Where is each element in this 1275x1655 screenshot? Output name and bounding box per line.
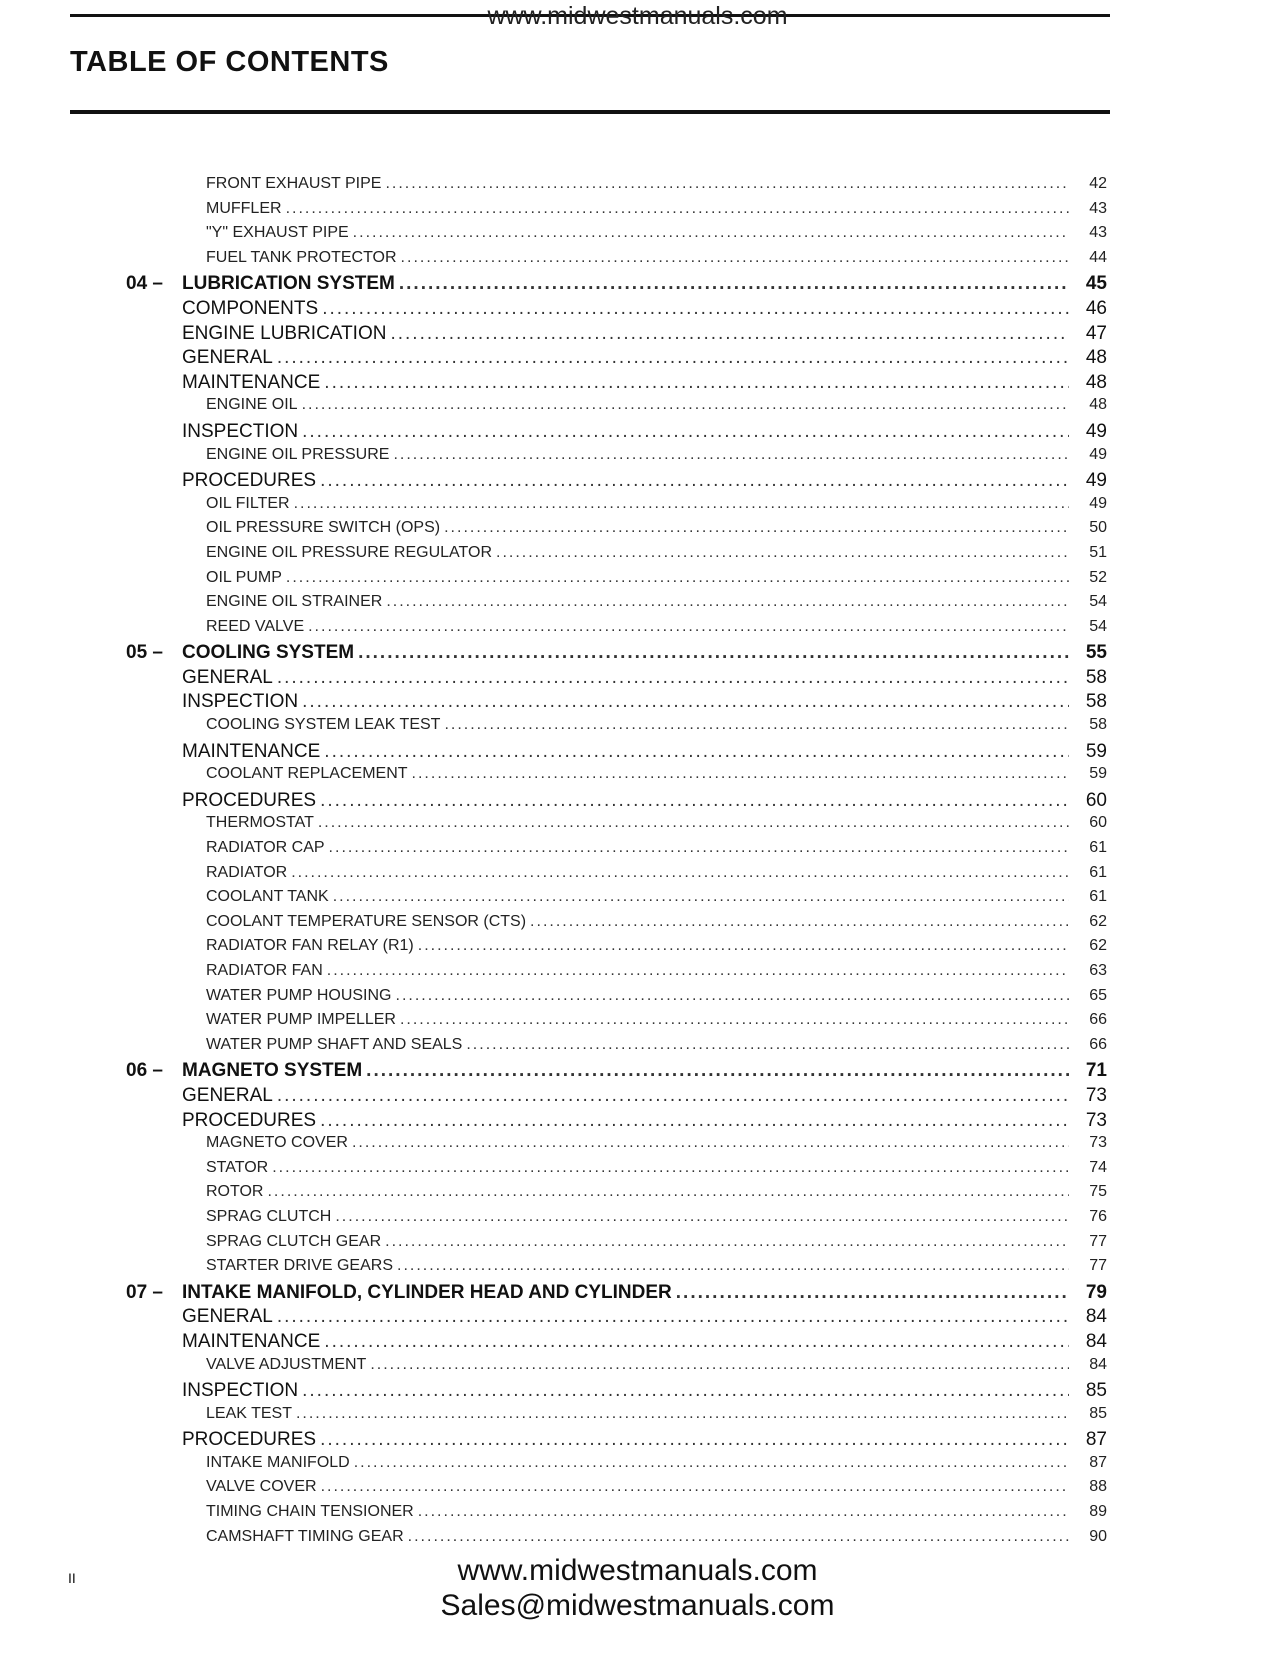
toc-entry-page: 65	[1089, 986, 1107, 1004]
toc-entry-label: MAINTENANCE	[182, 371, 321, 393]
header-watermark-url: www.midwestmanuals.com	[487, 2, 788, 30]
dot-leader	[412, 765, 1069, 783]
dot-leader	[324, 741, 1069, 763]
dot-leader	[272, 1159, 1069, 1177]
toc-entry-label: GENERAL	[182, 1306, 273, 1328]
toc-entry-section[interactable]	[0, 323, 1275, 348]
toc-entry-sub[interactable]	[0, 1503, 1275, 1528]
dot-leader	[320, 470, 1069, 492]
toc-entry-label: GENERAL	[182, 666, 273, 688]
toc-entry-page: 71	[1085, 1060, 1107, 1082]
dot-leader	[302, 421, 1069, 443]
dot-leader	[302, 396, 1069, 414]
toc-entry-page: 49	[1089, 445, 1107, 463]
toc-entry-label: MAGNETO COVER	[206, 1134, 348, 1152]
toc-entry-section[interactable]	[0, 1429, 1275, 1454]
toc-entry-page: 73	[1085, 1084, 1107, 1106]
toc-entry-page: 85	[1089, 1404, 1107, 1422]
toc-entry-page: 61	[1089, 863, 1107, 881]
dot-leader	[354, 1454, 1069, 1472]
toc-entry-label: GENERAL	[182, 1084, 273, 1106]
toc-entry-page: 89	[1089, 1503, 1107, 1521]
toc-entry-label: MUFFLER	[206, 199, 282, 217]
dot-leader	[530, 913, 1069, 931]
dot-leader	[444, 716, 1069, 734]
dot-leader	[329, 839, 1069, 857]
toc-entry-page: 58	[1085, 666, 1107, 688]
toc-entry-label: PROCEDURES	[182, 470, 317, 492]
dot-leader	[385, 1233, 1069, 1251]
dot-leader	[321, 1478, 1069, 1496]
toc-entry-page: 49	[1089, 494, 1107, 512]
toc-entry-label: GENERAL	[182, 347, 273, 369]
toc-entry-chapter[interactable]	[0, 642, 1275, 667]
toc-entry-page: 73	[1085, 1109, 1107, 1131]
toc-entry-page: 58	[1089, 716, 1107, 734]
toc-entry-page: 48	[1085, 347, 1107, 369]
dot-leader	[386, 593, 1069, 611]
toc-entry-sub[interactable]	[0, 937, 1275, 962]
dot-leader	[296, 1405, 1069, 1423]
toc-entry-label: MAINTENANCE	[182, 1330, 321, 1352]
chapter-number: 07 –	[126, 1281, 163, 1303]
toc-entry-sub[interactable]	[0, 224, 1275, 249]
toc-entry-label: FRONT EXHAUST PIPE	[206, 175, 382, 192]
toc-entry-sub[interactable]	[0, 1478, 1275, 1503]
dot-leader	[393, 446, 1069, 464]
footer-email: Sales@midwestmanuals.com	[440, 1589, 835, 1622]
toc-entry-sub[interactable]	[0, 1233, 1275, 1258]
toc-entry-page: 59	[1089, 765, 1107, 783]
toc-entry-page: 75	[1089, 1183, 1107, 1201]
dot-leader	[396, 987, 1070, 1005]
toc-entry-sub[interactable]	[0, 569, 1275, 594]
toc-entry-page: 84	[1085, 1306, 1107, 1328]
toc-entry-page: 51	[1089, 543, 1107, 561]
toc-entry-label: MAGNETO SYSTEM	[182, 1060, 363, 1082]
toc-entry-label: PROCEDURES	[182, 1429, 317, 1451]
toc-entry-label: WATER PUMP IMPELLER	[206, 1011, 396, 1029]
toc-entry-page: 87	[1085, 1429, 1107, 1451]
dot-leader	[358, 642, 1069, 664]
dot-leader	[277, 667, 1069, 689]
toc-entry-sub[interactable]	[0, 839, 1275, 864]
toc-entry-sub[interactable]	[0, 1528, 1275, 1553]
page-title: TABLE OF CONTENTS	[70, 46, 389, 78]
toc-entry-sub[interactable]	[0, 716, 1275, 741]
toc-entry-section[interactable]	[0, 470, 1275, 495]
toc-entry-label: COMPONENTS	[182, 297, 319, 319]
toc-entry-page: 43	[1089, 199, 1107, 217]
toc-entry-page: 61	[1089, 839, 1107, 857]
toc-entry-label: ENGINE LUBRICATION	[182, 322, 387, 344]
dot-leader	[277, 347, 1069, 369]
toc-entry-section[interactable]	[0, 421, 1275, 446]
toc-entry-page: 43	[1089, 224, 1107, 242]
toc-entry-page: 76	[1089, 1207, 1107, 1225]
dot-leader	[267, 1183, 1069, 1201]
toc-entry-page: 84	[1089, 1355, 1107, 1373]
toc-entry-label: "Y" EXHAUST PIPE	[206, 224, 349, 242]
toc-entry-label: WATER PUMP HOUSING	[206, 986, 392, 1004]
toc-entry-sub[interactable]	[0, 1356, 1275, 1381]
dot-leader	[385, 175, 1069, 193]
toc-entry-label: COOLANT TANK	[206, 888, 329, 906]
toc-entry-label: INSPECTION	[182, 691, 299, 713]
toc-entry-page: 55	[1085, 642, 1107, 664]
dot-leader	[352, 1134, 1069, 1152]
toc-entry-page: 61	[1089, 888, 1107, 906]
toc-entry-page: 47	[1085, 322, 1107, 344]
toc-entry-label: RADIATOR FAN RELAY (R1)	[206, 937, 414, 955]
toc-entry-label: RADIATOR FAN	[206, 962, 323, 979]
toc-entry-page: 62	[1089, 937, 1107, 955]
toc-entry-label: ENGINE OIL	[206, 396, 298, 414]
chapter-number: 04 –	[126, 273, 163, 295]
toc-entry-sub[interactable]	[0, 1454, 1275, 1479]
dot-leader	[400, 1011, 1069, 1029]
dot-leader	[397, 1257, 1069, 1275]
dot-leader	[324, 1331, 1069, 1353]
table-of-contents	[0, 175, 1275, 1552]
toc-entry-page: 85	[1085, 1380, 1107, 1402]
toc-entry-sub[interactable]	[0, 1011, 1275, 1036]
toc-entry-label: ROTOR	[206, 1183, 264, 1201]
toc-entry-label: RADIATOR	[206, 863, 288, 881]
dot-leader	[390, 323, 1069, 345]
toc-entry-section[interactable]	[0, 790, 1275, 815]
toc-entry-chapter[interactable]	[0, 1060, 1275, 1085]
toc-entry-page: 66	[1089, 1011, 1107, 1029]
toc-entry-sub[interactable]	[0, 1159, 1275, 1184]
toc-entry-label: WATER PUMP SHAFT AND SEALS	[206, 1035, 463, 1053]
dot-leader	[399, 273, 1069, 295]
toc-entry-page: 52	[1089, 568, 1107, 586]
toc-entry-page: 88	[1089, 1478, 1107, 1496]
dot-leader	[320, 1110, 1069, 1132]
toc-entry-label: REED VALVE	[206, 617, 305, 635]
dot-leader	[418, 1503, 1069, 1521]
toc-entry-label: LUBRICATION SYSTEM	[182, 273, 395, 295]
toc-entry-sub[interactable]	[0, 446, 1275, 471]
dot-leader	[302, 1380, 1069, 1402]
toc-entry-label: CAMSHAFT TIMING GEAR	[206, 1527, 404, 1545]
toc-entry-page: 87	[1089, 1453, 1107, 1471]
toc-entry-sub[interactable]	[0, 200, 1275, 225]
toc-entry-sub[interactable]	[0, 765, 1275, 790]
dot-leader	[676, 1282, 1069, 1304]
toc-entry-section[interactable]	[0, 372, 1275, 397]
toc-entry-label: OIL PUMP	[206, 568, 282, 586]
toc-entry-page: 90	[1089, 1527, 1107, 1545]
toc-entry-label: PROCEDURES	[182, 1109, 317, 1131]
toc-entry-page: 60	[1089, 814, 1107, 832]
toc-entry-sub[interactable]	[0, 544, 1275, 569]
toc-entry-sub[interactable]	[0, 1183, 1275, 1208]
toc-entry-label: ENGINE OIL PRESSURE REGULATOR	[206, 543, 492, 561]
dot-leader	[302, 691, 1069, 713]
dot-leader	[335, 1208, 1069, 1226]
dot-leader	[333, 888, 1069, 906]
toc-entry-page: 42	[1089, 175, 1107, 192]
toc-entry-label: LEAK TEST	[206, 1404, 292, 1422]
toc-entry-label: OIL FILTER	[206, 494, 290, 512]
toc-entry-label: VALVE COVER	[206, 1478, 317, 1496]
toc-entry-sub[interactable]	[0, 987, 1275, 1012]
toc-entry-sub[interactable]	[0, 175, 1275, 200]
dot-leader	[308, 618, 1069, 636]
toc-entry-page: 48	[1089, 396, 1107, 414]
toc-entry-label: SPRAG CLUTCH GEAR	[206, 1232, 382, 1250]
toc-entry-label: ENGINE OIL PRESSURE	[206, 445, 390, 463]
toc-entry-label: STATOR	[206, 1158, 269, 1176]
dot-leader	[318, 814, 1069, 832]
toc-entry-section[interactable]	[0, 1110, 1275, 1135]
dot-leader	[418, 937, 1069, 955]
toc-entry-page: 63	[1089, 962, 1107, 979]
toc-entry-label: PROCEDURES	[182, 789, 317, 811]
toc-entry-page: 54	[1089, 593, 1107, 611]
dot-leader	[291, 864, 1069, 882]
toc-entry-sub[interactable]	[0, 618, 1275, 643]
dot-leader	[320, 1429, 1069, 1451]
page-number: II	[68, 1570, 76, 1586]
toc-entry-page: 54	[1089, 617, 1107, 635]
dot-leader	[286, 200, 1069, 218]
dot-leader	[370, 1356, 1069, 1374]
toc-entry-section[interactable]	[0, 1085, 1275, 1110]
toc-entry-page: 49	[1085, 420, 1107, 442]
dot-leader	[286, 569, 1069, 587]
toc-entry-section[interactable]	[0, 741, 1275, 766]
toc-entry-section[interactable]	[0, 667, 1275, 692]
dot-leader	[353, 224, 1069, 242]
toc-entry-sub[interactable]	[0, 1036, 1275, 1061]
toc-entry-page: 74	[1089, 1158, 1107, 1176]
toc-entry-page: 77	[1089, 1232, 1107, 1250]
toc-entry-chapter[interactable]	[0, 273, 1275, 298]
dot-leader	[277, 1306, 1069, 1328]
toc-entry-page: 44	[1089, 248, 1107, 266]
toc-entry-page: 60	[1085, 789, 1107, 811]
toc-entry-page: 50	[1089, 519, 1107, 537]
toc-entry-sub[interactable]	[0, 593, 1275, 618]
toc-entry-label: THERMOSTAT	[206, 814, 314, 832]
dot-leader	[496, 544, 1069, 562]
toc-entry-label: SPRAG CLUTCH	[206, 1207, 332, 1225]
dot-leader	[277, 1085, 1069, 1107]
toc-entry-sub[interactable]	[0, 396, 1275, 421]
title-rule	[70, 110, 1110, 114]
dot-leader	[444, 519, 1069, 537]
toc-entry-page: 45	[1085, 273, 1107, 295]
dot-leader	[327, 962, 1069, 980]
toc-entry-label: INTAKE MANIFOLD	[206, 1453, 350, 1471]
dot-leader	[320, 790, 1069, 812]
toc-entry-sub[interactable]	[0, 814, 1275, 839]
toc-entry-page: 66	[1089, 1035, 1107, 1053]
toc-entry-label: RADIATOR CAP	[206, 839, 325, 857]
toc-entry-page: 48	[1085, 371, 1107, 393]
toc-entry-sub[interactable]	[0, 1405, 1275, 1430]
toc-entry-sub[interactable]	[0, 888, 1275, 913]
toc-entry-label: TIMING CHAIN TENSIONER	[206, 1503, 414, 1521]
toc-entry-label: INSPECTION	[182, 420, 299, 442]
dot-leader	[366, 1060, 1069, 1082]
toc-entry-page: 73	[1089, 1134, 1107, 1152]
toc-entry-sub[interactable]	[0, 495, 1275, 520]
toc-entry-sub[interactable]	[0, 1257, 1275, 1282]
chapter-number: 06 –	[126, 1060, 163, 1082]
toc-entry-label: OIL PRESSURE SWITCH (OPS)	[206, 519, 441, 537]
toc-entry-sub[interactable]	[0, 1134, 1275, 1159]
toc-entry-label: MAINTENANCE	[182, 740, 321, 762]
toc-entry-section[interactable]	[0, 1380, 1275, 1405]
dot-leader	[294, 495, 1069, 513]
toc-entry-label: COOLING SYSTEM LEAK TEST	[206, 716, 441, 734]
footer-website: www.midwestmanuals.com	[457, 1554, 818, 1587]
toc-entry-section[interactable]	[0, 1306, 1275, 1331]
toc-entry-section[interactable]	[0, 347, 1275, 372]
toc-entry-label: INTAKE MANIFOLD, CYLINDER HEAD AND CYLINDER	[182, 1281, 672, 1303]
toc-entry-sub[interactable]	[0, 249, 1275, 274]
toc-entry-label: COOLANT TEMPERATURE SENSOR (CTS)	[206, 912, 527, 930]
toc-entry-page: 79	[1085, 1281, 1107, 1303]
toc-entry-label: VALVE ADJUSTMENT	[206, 1355, 367, 1373]
dot-leader	[401, 249, 1069, 267]
toc-entry-label: ENGINE OIL STRAINER	[206, 593, 383, 611]
toc-entry-page: 46	[1085, 297, 1107, 319]
toc-entry-label: COOLING SYSTEM	[182, 642, 355, 664]
toc-entry-section[interactable]	[0, 298, 1275, 323]
toc-entry-sub[interactable]	[0, 519, 1275, 544]
toc-entry-section[interactable]	[0, 691, 1275, 716]
dot-leader	[466, 1036, 1069, 1054]
toc-entry-sub[interactable]	[0, 913, 1275, 938]
toc-entry-page: 58	[1085, 691, 1107, 713]
toc-entry-page: 62	[1089, 912, 1107, 930]
toc-entry-section[interactable]	[0, 1331, 1275, 1356]
toc-entry-label: INSPECTION	[182, 1380, 299, 1402]
toc-entry-label: STARTER DRIVE GEARS	[206, 1257, 393, 1275]
toc-entry-page: 84	[1085, 1330, 1107, 1352]
toc-entry-page: 77	[1089, 1257, 1107, 1275]
toc-entry-sub[interactable]	[0, 864, 1275, 889]
dot-leader	[408, 1528, 1069, 1546]
dot-leader	[324, 372, 1069, 394]
dot-leader	[322, 298, 1069, 320]
chapter-number: 05 –	[126, 642, 163, 664]
toc-entry-chapter[interactable]	[0, 1282, 1275, 1307]
toc-entry-label: COOLANT REPLACEMENT	[206, 765, 408, 783]
toc-entry-sub[interactable]	[0, 962, 1275, 987]
toc-entry-sub[interactable]	[0, 1208, 1275, 1233]
toc-entry-page: 59	[1085, 740, 1107, 762]
toc-entry-label: FUEL TANK PROTECTOR	[206, 248, 397, 266]
toc-entry-page: 49	[1085, 470, 1107, 492]
